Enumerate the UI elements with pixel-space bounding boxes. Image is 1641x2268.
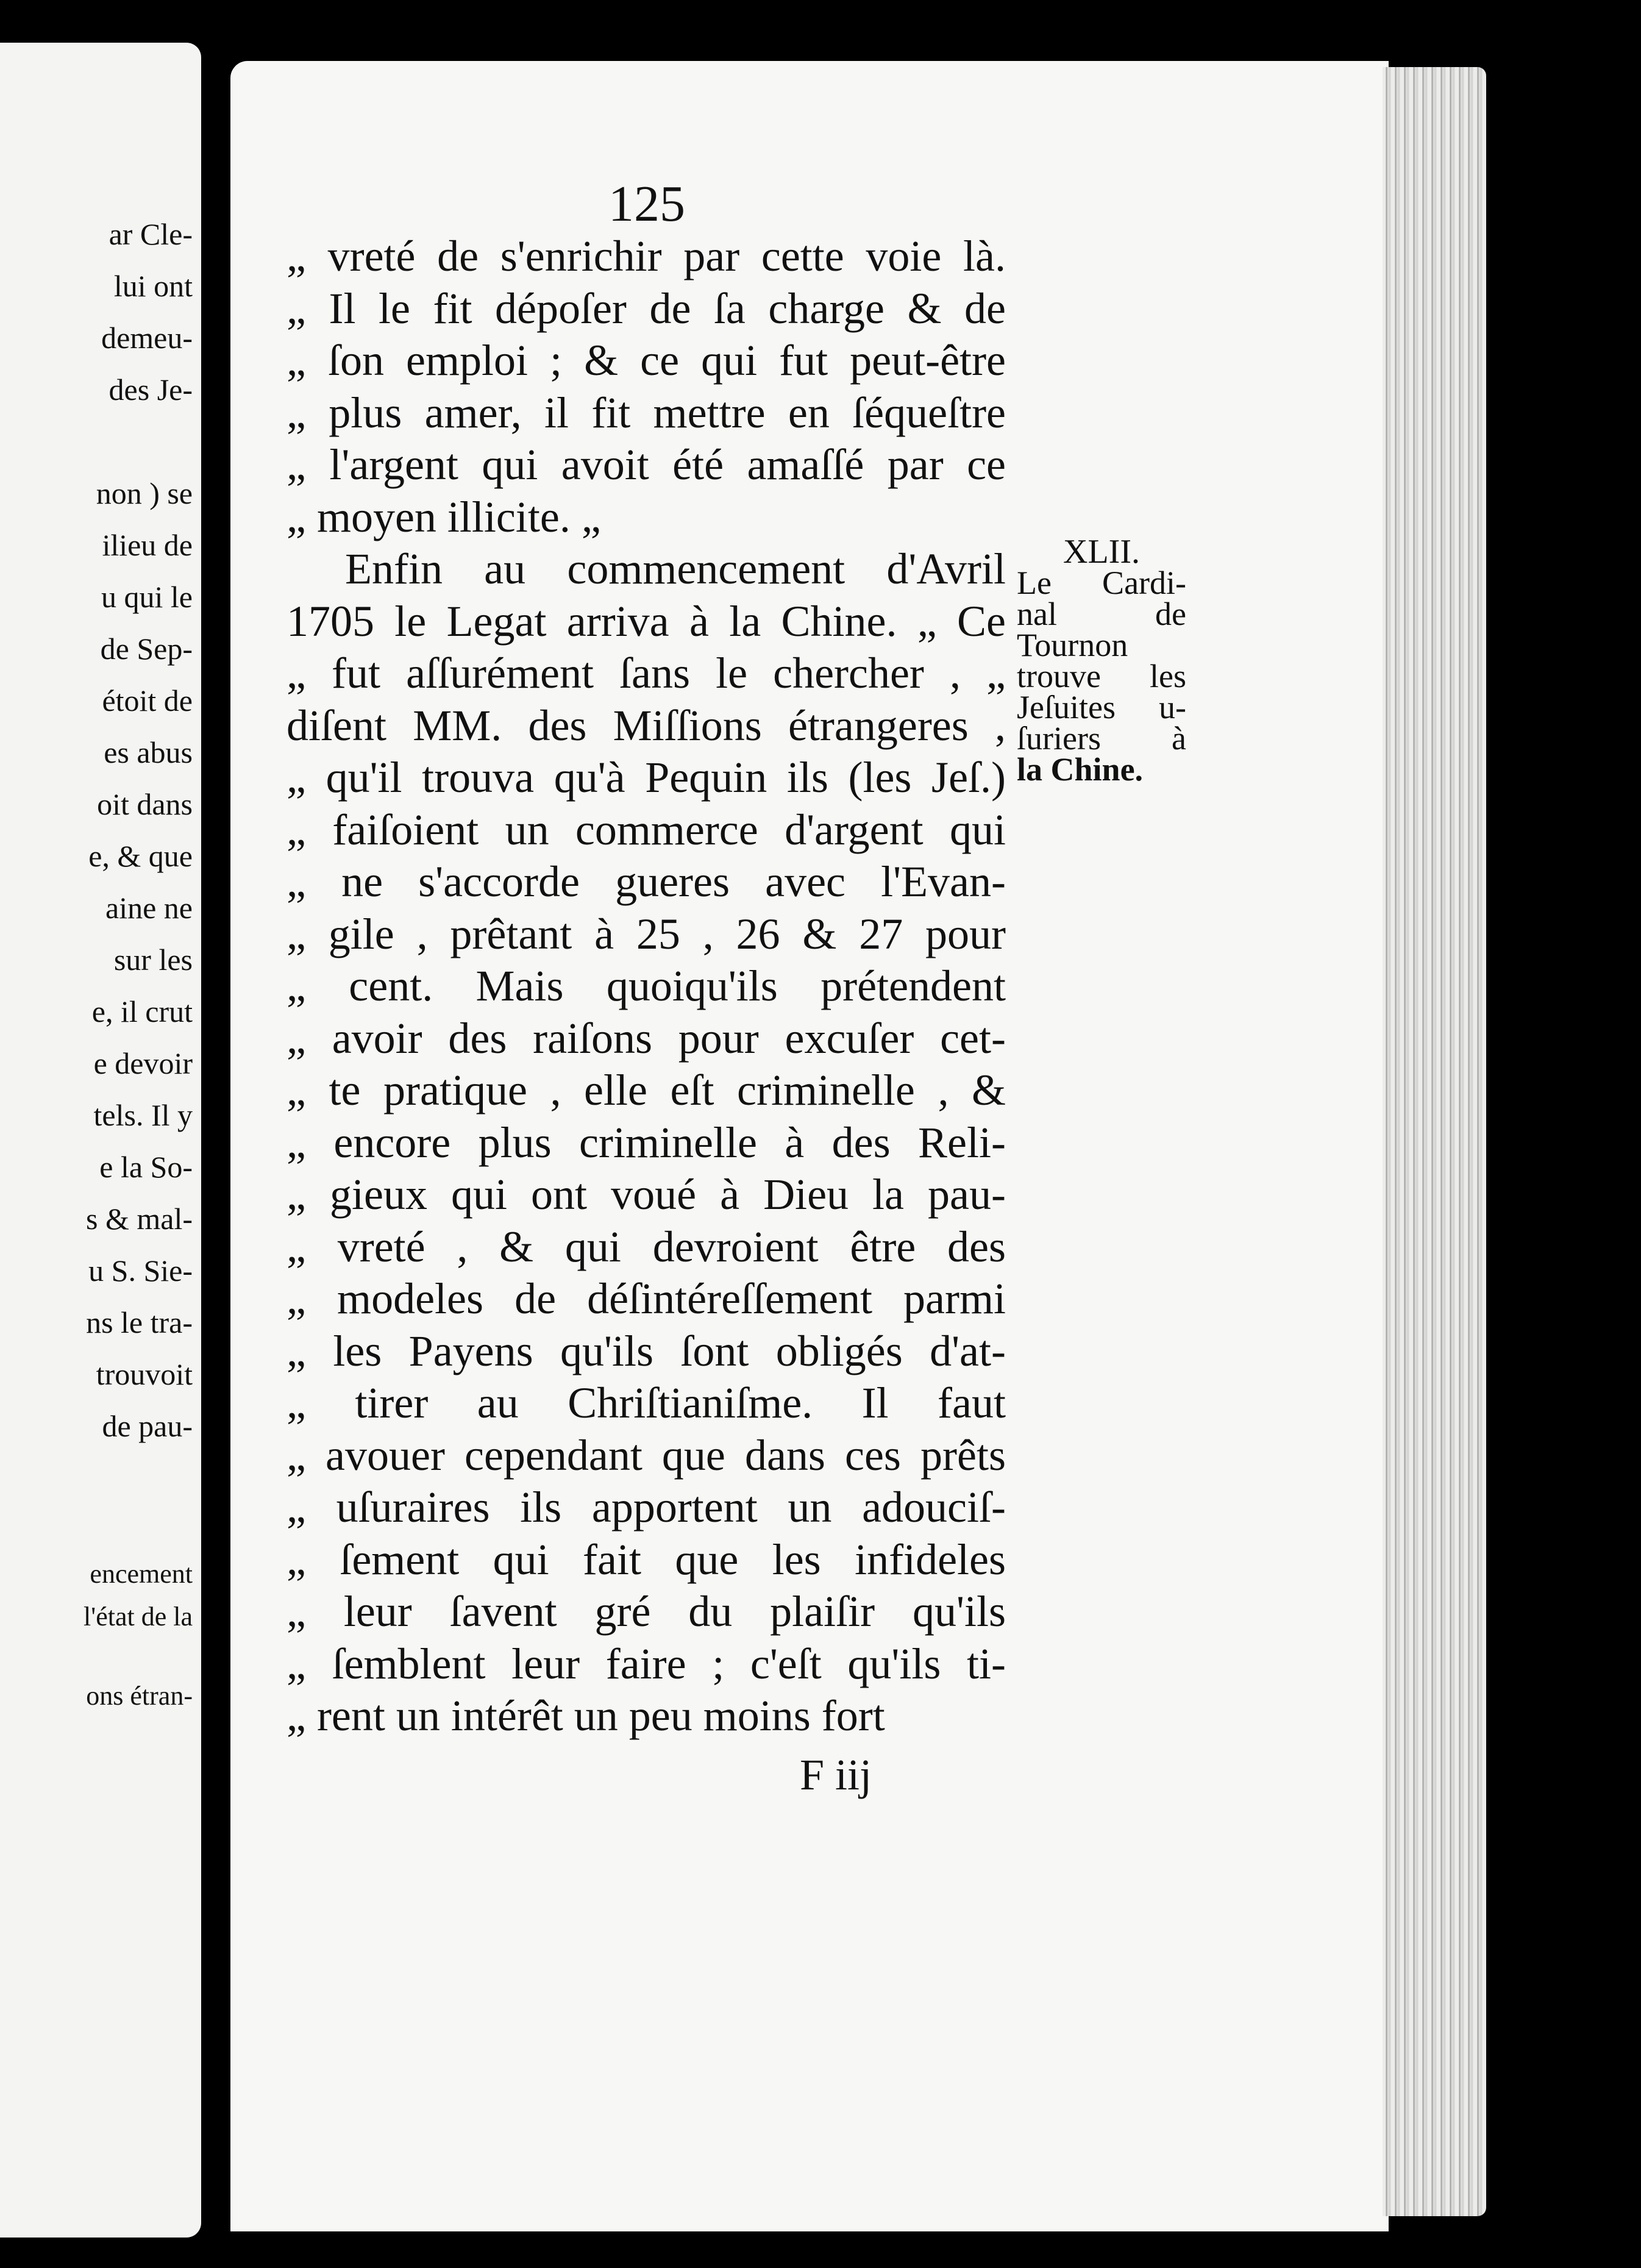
text-line: „ uſuraires ils apportent un adouciſ- [287, 1483, 1006, 1532]
facing-page-line: e devoir [93, 1046, 193, 1080]
facing-page-line: de Sep- [100, 632, 193, 666]
text-line: „ plus amer, il fit mettre en ſéqueſtre [287, 388, 1006, 437]
text-line: „ ſon emploi ; & ce qui fut peut-être [287, 336, 1006, 385]
page-block-edge [1383, 67, 1486, 2216]
facing-page-line: tels. Il y [93, 1098, 193, 1132]
marginal-note-number: XLII. [1063, 533, 1140, 571]
text-line: „ faiſoient un commerce d'argent qui [287, 805, 1006, 854]
text-line: „ ſemblent leur faire ; c'eſt qu'ils ti- [287, 1639, 1006, 1688]
facing-page-line: encement [90, 1559, 193, 1589]
text-line: „ gieux qui ont voué à Dieu la pau- [287, 1170, 1006, 1219]
text-line: „ rent un intérêt un peu moins fort [287, 1691, 885, 1740]
text-line: „ fut aſſurément ſans le chercher , „ [287, 649, 1006, 697]
text-line: „ les Payens qu'ils ſont obligés d'at- [287, 1326, 1006, 1375]
facing-page-line: l'état de la [84, 1602, 193, 1631]
text-line: „ modeles de déſintéreſſement parmi [287, 1274, 1006, 1323]
text-line: „ avouer cependant que dans ces prêts [287, 1430, 1006, 1480]
signature-mark: F iij [800, 1750, 872, 1799]
text-line: „ moyen illicite. „ [287, 492, 601, 541]
text-line: „ leur ſavent gré du plaiſir qu'ils [287, 1587, 1006, 1636]
text-line: „ vreté de s'enrichir par cette voie là. [287, 232, 1006, 280]
text-line: „ l'argent qui avoit été amaſſé par ce [287, 440, 1006, 489]
facing-page-line: étoit de [102, 683, 193, 718]
text-line: „ Il le fit dépoſer de ſa charge & de [287, 284, 1006, 333]
facing-page-line: es abus [104, 735, 193, 769]
facing-page-line: des Je- [109, 373, 193, 407]
page-number: 125 [608, 176, 685, 232]
facing-page-line: ilieu de [102, 528, 193, 562]
marginal-note-line: ſuriers à [1017, 720, 1186, 757]
marginal-note-line: Tournon [1017, 627, 1128, 663]
facing-page-line: u S. Sie- [88, 1253, 193, 1288]
facing-page-line: ns le tra- [86, 1305, 193, 1339]
marginal-note [1017, 533, 1186, 788]
facing-page-line: trouvoit [96, 1357, 193, 1391]
facing-page-line: e, il crut [91, 994, 193, 1029]
facing-page-line: aine ne [105, 891, 193, 925]
facing-page-line: s & mal- [86, 1202, 193, 1236]
text-line: „ vreté , & qui devroient être des [287, 1222, 1006, 1271]
text-line: 1705 le Legat arriva à la Chine. „ Ce [287, 596, 1006, 646]
facing-page-line: e la So- [99, 1150, 193, 1184]
text-line: „ cent. Mais quoiqu'ils prétendent [287, 961, 1006, 1010]
facing-page-line: non ) se [96, 476, 193, 510]
facing-page-line: ar Cle- [109, 217, 193, 251]
marginal-note-line: Le Cardi- [1017, 565, 1186, 601]
text-line: „ encore plus criminelle à des Reli- [287, 1118, 1006, 1167]
text-line: „ tirer au Chriſtianiſme. Il faut [287, 1378, 1006, 1427]
facing-page-line: lui ont [113, 269, 193, 303]
facing-page-line: ons étran- [86, 1681, 193, 1711]
marginal-note-line: la Chine. [1017, 751, 1144, 788]
text-line: „ ne s'accorde gueres avec l'Evan- [287, 857, 1006, 906]
facing-page-line: de pau- [102, 1409, 193, 1443]
text-line: „ ſement qui fait que les infideles [287, 1535, 1006, 1584]
facing-page-line: oit dans [97, 787, 193, 821]
text-line: „ gile , prêtant à 25 , 26 & 27 pour [287, 909, 1006, 958]
main-text-block [287, 230, 1006, 1742]
text-line: „ qu'il trouva qu'à Pequin ils (les Jeſ.) [287, 753, 1006, 802]
facing-page-line: e, & que [88, 839, 193, 873]
text-line: „ avoir des raiſons pour excuſer cet- [287, 1013, 1006, 1063]
facing-page-line: sur les [113, 943, 193, 977]
facing-page-fragment [0, 43, 201, 2238]
text-line: Enfin au commencement d'Avril [345, 544, 1006, 593]
text-line: „ te pratique , elle eſt criminelle , & [287, 1066, 1006, 1114]
marginal-note-line: trouve les [1017, 658, 1186, 694]
text-line: diſent MM. des Miſſions étrangeres , [287, 701, 1006, 750]
marginal-note-line: nal de [1017, 596, 1186, 632]
facing-page-line: u qui le [101, 580, 193, 614]
facing-page-line: demeu- [101, 321, 193, 355]
marginal-note-line: Jeſuites u- [1017, 689, 1186, 726]
